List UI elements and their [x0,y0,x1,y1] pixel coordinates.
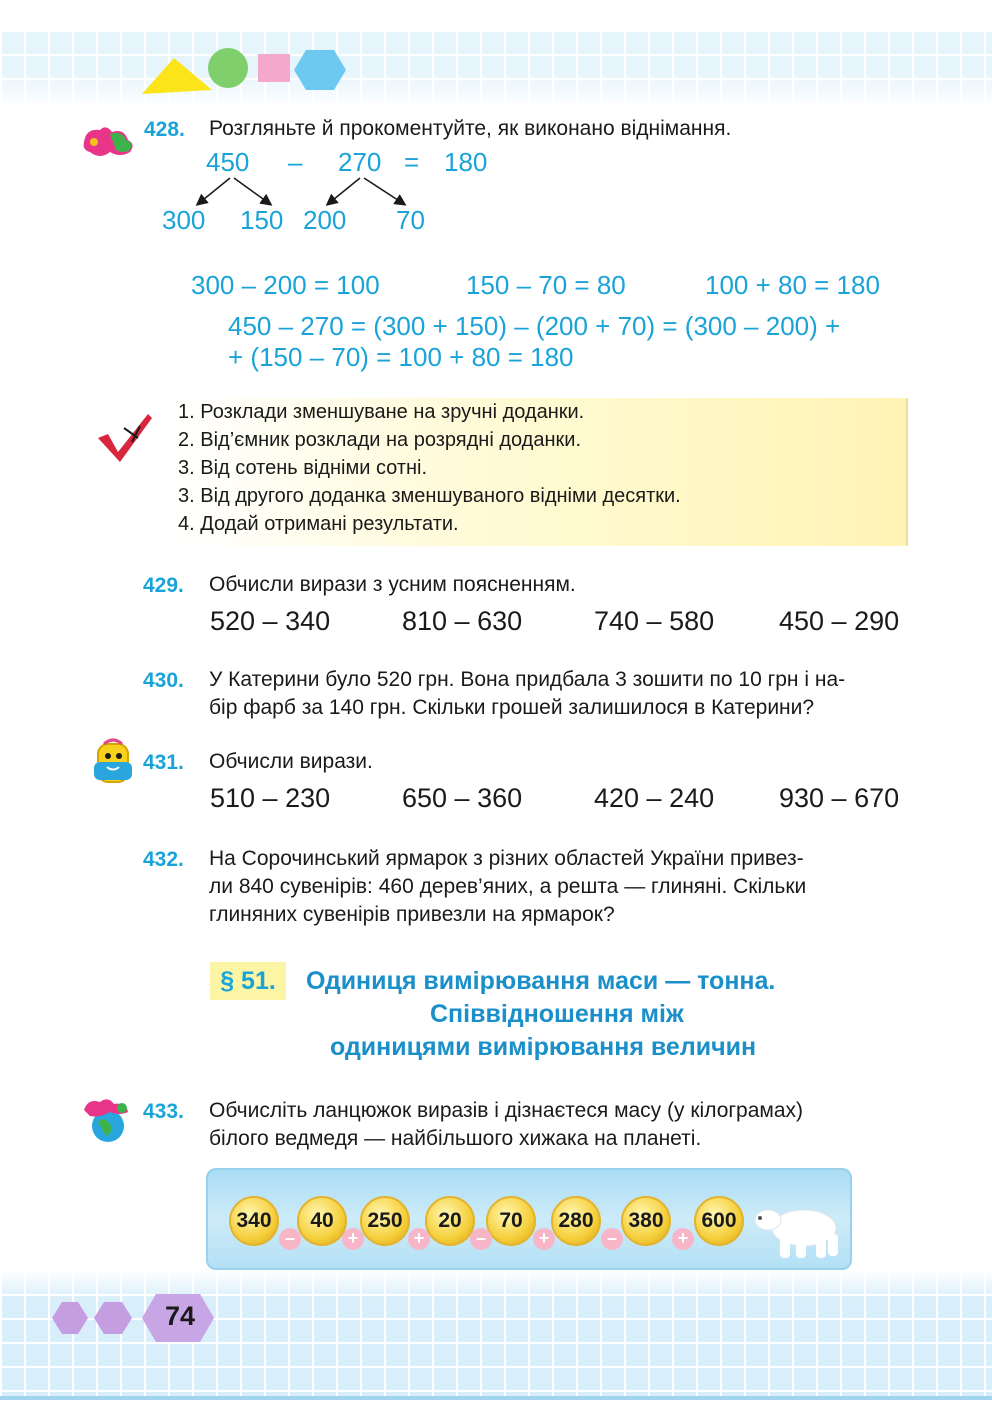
expression: 740 – 580 [594,606,715,636]
task-429-number: 429. [143,574,184,597]
geometric-shapes-icon [140,44,350,96]
section-title-line: Співвідношення між [430,1000,684,1028]
chain-number: 20 [425,1196,475,1246]
task-432-line: глиняних сувенірів привезли на ярмарок? [209,903,615,926]
chain-operator: – [601,1228,623,1250]
subtrahend: 270 [338,147,382,177]
difference: 180 [444,147,488,177]
puzzle-globe-icon [80,1096,136,1144]
minuend: 450 [206,147,250,177]
split-part: 200 [303,205,347,235]
split-part: 70 [396,205,425,235]
task-430-number: 430. [143,669,184,692]
calc-step: 100 + 80 = 180 [705,270,880,300]
chain-number: 380 [621,1196,671,1246]
chain-operator: + [408,1228,430,1250]
chain-operator: + [342,1228,364,1250]
page-number: 74 [164,1301,196,1331]
task-430-line: У Катерини було 520 грн. Вона придбала 3 зошити по 10 грн і на- [209,668,846,691]
task-433-line: білого ведмедя — найбільшого хижака на планеті. [209,1127,702,1150]
task-429-text: Обчисли вирази з усним поясненням. [209,573,576,596]
expression: 420 – 240 [594,783,715,813]
rule-item: 4. Додай отримані результати. [178,513,459,535]
rule-item: 3. Від другого доданка зменшуваного відніми десятки. [178,485,681,507]
rule-item: 3. Від сотень відніми сотні. [178,457,428,479]
section-title-line: Одиниця вимірювання маси — тонна. [306,967,776,995]
split-part: 300 [162,205,206,235]
chain-operator: – [470,1228,492,1250]
bottom-rule [0,1396,992,1400]
chain-operator: + [533,1228,555,1250]
polar-bear-icon [752,1196,848,1262]
calc-step: 150 – 70 = 80 [466,270,626,300]
task-433-line: Обчисліть ланцюжок виразів і дізнаєтеся масу (у кілограмах) [209,1099,803,1122]
expression: 450 – 290 [779,606,900,636]
expression: 510 – 230 [210,783,331,813]
rule-item: 1. Розклади зменшуване на зручні доданки. [178,401,585,423]
checkmark-icon [94,408,158,464]
chain-number: 600 [694,1196,744,1246]
decomposition-arrows [180,176,420,208]
task-432-line: На Сорочинський ярмарок з різних областей України привез- [209,847,804,870]
expression: 810 – 630 [402,606,523,636]
chain-number: 340 [229,1196,279,1246]
task-430-line: бір фарб за 140 грн. Скільки грошей залишилося в Катерини? [209,696,815,719]
section-label: § 51. [210,962,286,1000]
calc-full-line: 450 – 270 = (300 + 150) – (200 + 70) = (300 – 200) + [228,311,841,341]
chain-number: 280 [551,1196,601,1246]
section-title-line: одиницями вимірювання величин [330,1033,757,1061]
chain-number: 70 [486,1196,536,1246]
task-431-number: 431. [143,751,184,774]
split-part: 150 [240,205,284,235]
task-431-text: Обчисли вирази. [209,750,373,773]
rule-item: 2. Від’ємник розклади на розрядні доданки. [178,429,581,451]
expression: 930 – 670 [779,783,900,813]
expression: 520 – 340 [210,606,331,636]
task-433-number: 433. [143,1100,184,1123]
equals-sign: = [404,147,420,177]
chain-number: 40 [297,1196,347,1246]
calc-full-line: + (150 – 70) = 100 + 80 = 180 [228,342,574,372]
puzzle-icon [80,122,140,162]
calc-step: 300 – 200 = 100 [191,270,380,300]
expression: 650 – 360 [402,783,523,813]
backpack-icon [88,738,138,788]
task-432-number: 432. [143,848,184,871]
chain-number: 250 [360,1196,410,1246]
minus-sign: – [288,147,303,177]
task-432-line: ли 840 сувенірів: 460 дерев’яних, а решта — глиняні. Скільки [209,875,807,898]
task-428-text: Розгляньте й прокоментуйте, як виконано віднімання. [209,117,732,140]
chain-operator: – [279,1228,301,1250]
chain-operator: + [672,1228,694,1250]
task-428-number: 428. [144,118,185,141]
